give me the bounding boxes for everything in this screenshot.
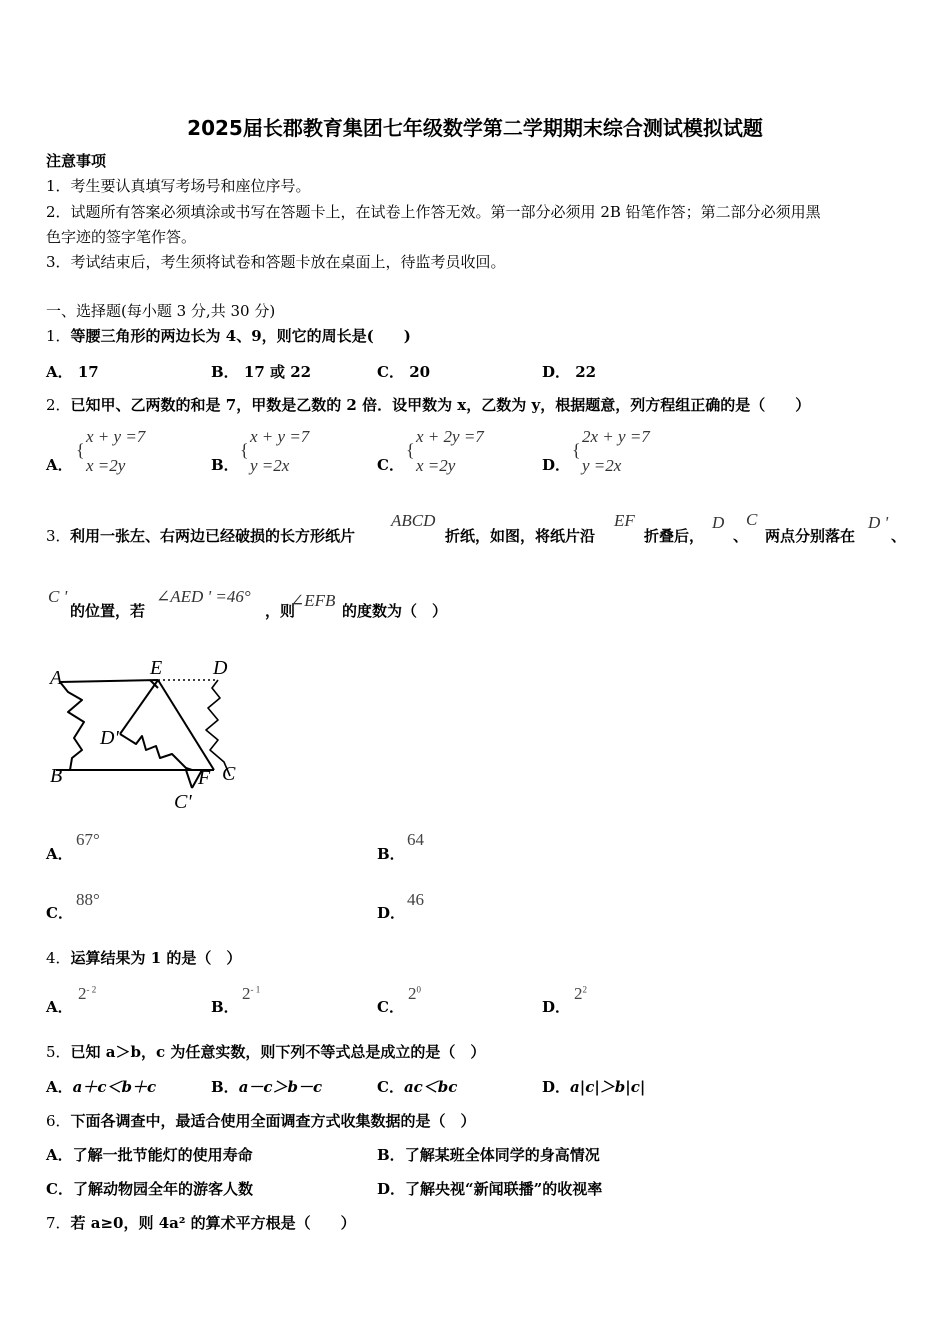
q3-math-angle-efb: ∠EFB (290, 591, 336, 610)
q3-text-3: 折叠后， (644, 527, 705, 545)
q2-b-line2: y =2x (250, 456, 290, 475)
q3-text-5: 两点分别落在 (765, 527, 856, 545)
q1-option-a[interactable]: A． 17 (46, 363, 99, 381)
q3-math-angle-aed: ∠AED ' =46° (156, 587, 251, 606)
q4-option-b[interactable]: B． (211, 998, 239, 1016)
q3-math-abcd: ABCD (391, 511, 436, 530)
notice-item-1: 1．考生要认真填写考场号和座位序号。 (46, 177, 311, 195)
question-4: 4．运算结果为 1 的是（ ） (46, 949, 242, 967)
brace-icon: { (406, 440, 415, 460)
section-heading: 一、选择题(每小题 3 分,共 30 分) (46, 302, 276, 320)
q4-option-d-value: $2^2$ (574, 984, 587, 1003)
q2-c-line2: x =2y (416, 456, 456, 475)
q1-option-b[interactable]: B． 17 或 22 (211, 363, 312, 381)
question-text: 等腰三角形的两边长为 4、9，则它的周长是( ) (70, 327, 411, 345)
q2-option-d-label[interactable]: D． (542, 456, 571, 474)
q3-text-1: 利用一张左、右两边已经破损的长方形纸片 (70, 527, 356, 545)
q3-option-c[interactable]: C． (46, 904, 73, 922)
q6-option-a[interactable]: A．了解一批节能灯的使用寿命 (46, 1146, 253, 1164)
question-6: 6．下面各调查中，最适合使用全面调查方式收集数据的是（ ） (46, 1112, 476, 1130)
q3-math-dprime: D ' (868, 513, 889, 532)
folding-figure (46, 650, 246, 815)
figure-label-f: F (198, 767, 211, 789)
q2-option-b-label[interactable]: B． (211, 456, 239, 474)
q5-option-d[interactable]: D．a|c|＞b|c| (542, 1078, 646, 1096)
notice-item-3: 3．考试结束后，考生须将试卷和答题卡放在桌面上，待监考员收回。 (46, 253, 506, 271)
q3-option-a-value: 67° (76, 830, 100, 849)
question-1 (46, 325, 411, 347)
q2-c-line1: x + 2y =7 (416, 427, 484, 446)
q3-option-b-value: 64 (407, 830, 424, 849)
q4-option-b-value: $2^{- 1}$ (242, 984, 261, 1003)
q3-option-b[interactable]: B． (377, 845, 405, 863)
q4-option-a-value: $2^{- 2}$ (78, 984, 97, 1003)
q2-b-line1: x + y =7 (250, 427, 310, 446)
notice-item-2-cont: 色字迹的签字笔作答。 (46, 228, 197, 246)
q6-option-b[interactable]: B．了解某班全体同学的身高情况 (377, 1146, 600, 1164)
q5-option-c[interactable]: C．ac＜bc (377, 1078, 458, 1096)
brace-icon: { (240, 440, 249, 460)
page-title: 2025届长郡教育集团七年级数学第二学期期末综合测试模拟试题 (187, 116, 763, 140)
q4-option-c-value: $2^0$ (408, 984, 421, 1003)
q3-text-4: 、 (733, 527, 749, 545)
q3-option-c-value: 88° (76, 890, 100, 909)
q2-d-line1: 2x + y =7 (582, 427, 650, 446)
q3-option-a[interactable]: A． (46, 845, 73, 863)
figure-label-e: E (150, 657, 163, 679)
q2-option-c-label[interactable]: C． (377, 456, 404, 474)
q2-a-line1: x + y =7 (86, 427, 146, 446)
q4-option-d[interactable]: D． (542, 998, 571, 1016)
q4-option-c[interactable]: C． (377, 998, 404, 1016)
question-7: 7．若 a≥0，则 4a² 的算术平方根是（ ） (46, 1214, 356, 1232)
brace-icon: { (76, 440, 85, 460)
q1-option-c[interactable]: C． 20 (377, 363, 431, 381)
q3-text-2: 折纸，如图，将纸片沿 (445, 527, 596, 545)
figure-label-b: B (50, 765, 63, 787)
q3-math-d: D (712, 513, 725, 532)
q5-option-b[interactable]: B．a－c＞b－c (211, 1078, 323, 1096)
notice-heading: 注意事项 (46, 152, 107, 170)
brace-icon: { (572, 440, 581, 460)
q3-option-d-value: 46 (407, 890, 424, 909)
question-5: 5．已知 a＞b，c 为任意实数，则下列不等式总是成立的是（ ） (46, 1043, 486, 1061)
q4-option-a[interactable]: A． (46, 998, 73, 1016)
q3-option-d[interactable]: D． (377, 904, 406, 922)
q2-a-line2: x =2y (86, 456, 126, 475)
figure-label-d: D (213, 657, 228, 679)
q3-number: 3． (46, 527, 71, 545)
figure-label-c: C (222, 763, 236, 785)
q3-math-c: C (746, 510, 758, 529)
question-number: 1． (46, 327, 71, 345)
q3-text-6: 、 (891, 527, 907, 545)
q5-option-a[interactable]: A．a＋c＜b＋c (46, 1078, 157, 1096)
notice-item-2: 2．试题所有答案必须填涂或书写在答题卡上，在试卷上作答无效。第一部分必须用 2B 铅笔作答；第二部分必须用黑 (46, 203, 821, 221)
figure-label-a: A (50, 667, 63, 689)
figure-label-dprime: D' (100, 727, 119, 749)
q2-option-a-label[interactable]: A． (46, 456, 73, 474)
q3-text-7: 的位置，若 (70, 602, 146, 620)
figure-label-cprime: C' (174, 791, 192, 813)
q3-text-9: 的度数为（ ） (342, 602, 448, 620)
q6-option-d[interactable]: D．了解央视“新闻联播”的收视率 (377, 1180, 603, 1198)
q3-text-8: ，则 (265, 602, 296, 620)
question-2: 2．已知甲、乙两数的和是 7，甲数是乙数的 2 倍．设甲数为 x，乙数为 y，根据题意，列方程组正确的是（ ） (46, 396, 811, 414)
q2-d-line2: y =2x (582, 456, 622, 475)
q6-option-c[interactable]: C．了解动物园全年的游客人数 (46, 1180, 253, 1198)
q1-option-d[interactable]: D． 22 (542, 363, 597, 381)
q3-math-ef: EF (614, 511, 635, 530)
q3-math-cprime: C ' (48, 587, 68, 606)
